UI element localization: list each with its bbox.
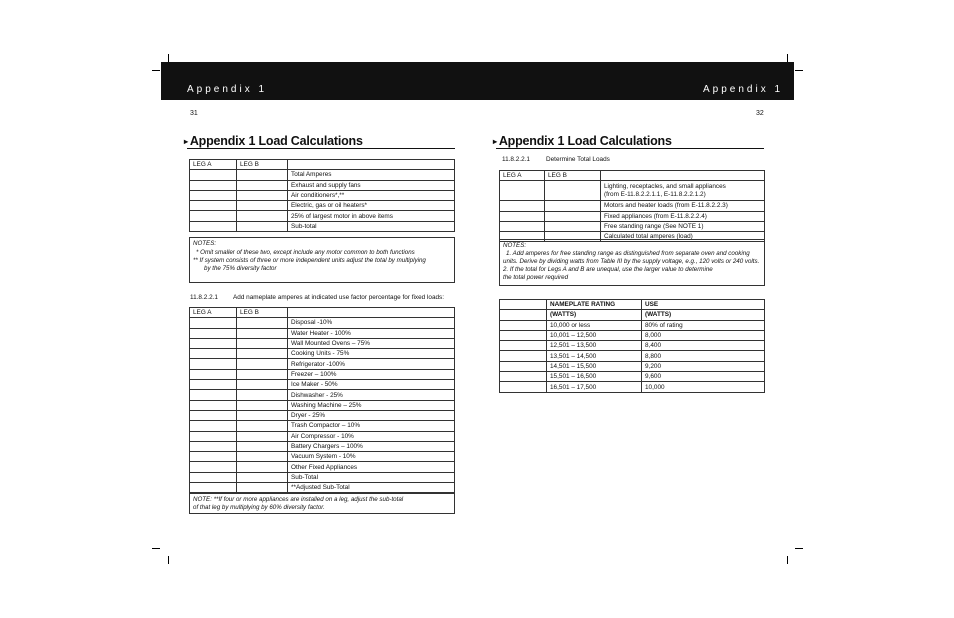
row-label: Disposal -10%	[288, 318, 455, 328]
table-row	[190, 472, 455, 482]
note-line: the total power required	[503, 274, 569, 281]
page-title-text: Appendix 1 Load Calculations	[189, 134, 363, 148]
rating-cell: 10,001 – 12,500	[547, 330, 642, 340]
blank-cell	[500, 341, 547, 351]
col-header-leg-a: LEG A	[500, 171, 545, 181]
leg-b-cell[interactable]	[545, 201, 601, 211]
col-header-item	[601, 171, 765, 181]
leg-a-cell[interactable]	[190, 483, 237, 493]
rating-cell: 12,501 – 13,500	[547, 341, 642, 351]
leg-b-cell[interactable]	[237, 421, 288, 431]
leg-b-cell[interactable]	[237, 328, 288, 338]
row-label: Water Heater - 100%	[288, 328, 455, 338]
left-load-table	[189, 159, 455, 232]
note-line: 1. Add amperes for free standing range as distinguished from separate oven and cooking	[506, 250, 750, 257]
row-label: Air Compressor - 10%	[288, 431, 455, 441]
leg-b-cell[interactable]	[237, 452, 288, 462]
leg-a-cell[interactable]	[190, 431, 237, 441]
leg-a-cell[interactable]	[500, 221, 545, 231]
leg-b-cell[interactable]	[545, 211, 601, 221]
blank-cell	[500, 382, 547, 392]
crop-mark	[795, 70, 803, 71]
use-cell: 8,000	[642, 330, 765, 340]
row-label: **Adjusted Sub-Total	[288, 483, 455, 493]
crop-mark	[795, 548, 803, 549]
row-label: Washing Machine – 25%	[288, 400, 455, 410]
use-cell: 80% of rating	[642, 320, 765, 330]
note-line: ** If system consists of three or more independent units adjust the total by multiplying	[193, 257, 426, 264]
table-row	[500, 330, 765, 340]
table-row	[500, 201, 765, 211]
row-label: Trash Compactor – 10%	[288, 421, 455, 431]
table-row	[190, 221, 455, 231]
leg-b-cell[interactable]	[237, 483, 288, 493]
leg-a-cell[interactable]	[190, 338, 237, 348]
title-rule	[187, 148, 455, 149]
table-row	[190, 380, 455, 390]
leg-a-cell[interactable]	[500, 201, 545, 211]
table-row	[190, 431, 455, 441]
table-row	[190, 170, 455, 180]
rating-cell: 14,501 – 15,500	[547, 361, 642, 371]
crop-mark	[787, 54, 788, 62]
crop-mark	[168, 54, 169, 62]
blank-cell	[500, 320, 547, 330]
crop-mark	[168, 556, 169, 564]
blank-cell	[500, 372, 547, 382]
title-rule	[496, 148, 764, 149]
crop-mark	[787, 556, 788, 564]
page-title-text: Appendix 1 Load Calculations	[498, 134, 672, 148]
use-cell: 10,000	[642, 382, 765, 392]
notes-heading: NOTES:	[193, 240, 217, 247]
table-row	[190, 441, 455, 451]
leg-a-cell[interactable]	[190, 441, 237, 451]
col-header-leg-a: LEG A	[190, 308, 237, 318]
leg-b-cell[interactable]	[237, 441, 288, 451]
leg-b-cell[interactable]	[237, 380, 288, 390]
row-label: Exhaust and supply fans	[288, 180, 455, 190]
leg-a-cell[interactable]	[190, 369, 237, 379]
col-header-item	[288, 308, 455, 318]
row-label-line: Lighting, receptacles, and small appliances	[604, 182, 726, 190]
table-row	[190, 421, 455, 431]
table-row	[190, 369, 455, 379]
leg-b-cell[interactable]	[237, 190, 288, 200]
table-row	[190, 338, 455, 348]
leg-b-cell[interactable]	[237, 410, 288, 420]
use-cell: 8,800	[642, 351, 765, 361]
table-row	[190, 318, 455, 328]
table-row	[190, 483, 455, 493]
leg-a-cell[interactable]	[190, 221, 237, 231]
use-cell: 8,400	[642, 341, 765, 351]
row-label: Air conditioners*,**	[288, 190, 455, 200]
note-line: NOTE: **If four or more appliances are installed on a leg, adjust the sub-total	[193, 496, 404, 503]
diversity-note-box	[189, 493, 455, 514]
leg-b-cell[interactable]	[237, 170, 288, 180]
nameplate-rating-table	[499, 299, 765, 393]
notes-box	[189, 237, 455, 283]
table-row	[500, 341, 765, 351]
note-line: by the 75% diversity factor	[204, 265, 277, 272]
table-row	[500, 320, 765, 330]
row-label: Motors and heater loads (from E-11.8.2.2.3)	[601, 201, 765, 211]
crop-mark	[152, 70, 160, 71]
table-row	[190, 400, 455, 410]
notes-heading: NOTES:	[503, 242, 527, 249]
leg-b-cell[interactable]	[237, 180, 288, 190]
col-header-leg-b: LEG B	[237, 308, 288, 318]
leg-b-cell[interactable]	[545, 221, 601, 231]
table-row	[500, 211, 765, 221]
leg-a-cell[interactable]	[190, 359, 237, 369]
rating-cell: 10,000 or less	[547, 320, 642, 330]
leg-a-cell[interactable]	[190, 410, 237, 420]
header-left-label: Appendix 1	[187, 84, 268, 95]
blank-cell	[500, 300, 547, 310]
row-label-line: (from E-11.8.2.2.1.1, E-11.8.2.2.1.2)	[604, 190, 706, 198]
page-title-right	[493, 134, 672, 148]
leg-a-cell[interactable]	[190, 452, 237, 462]
leg-a-cell[interactable]	[190, 211, 237, 221]
table-row	[190, 410, 455, 420]
table-row	[190, 462, 455, 472]
table-row	[500, 351, 765, 361]
row-label: Dishwasher - 25%	[288, 390, 455, 400]
blank-cell	[500, 310, 547, 320]
header-right-label: Appendix 1	[703, 84, 784, 95]
row-label: Free standing range (See NOTE 1)	[601, 221, 765, 231]
row-label: Sub-total	[288, 221, 455, 231]
row-label: Sub-Total	[288, 472, 455, 482]
row-label: Cooking Units - 75%	[288, 349, 455, 359]
row-label: Refrigerator -100%	[288, 359, 455, 369]
leg-b-cell[interactable]	[545, 181, 601, 201]
blank-cell	[500, 361, 547, 371]
leg-a-cell[interactable]	[190, 318, 237, 328]
table-row	[190, 349, 455, 359]
col-header-leg-b: LEG B	[545, 171, 601, 181]
col-header-nameplate: NAMEPLATE RATING	[547, 300, 642, 310]
col-header-item	[288, 160, 455, 170]
leg-a-cell[interactable]	[190, 349, 237, 359]
section-number: 11.8.2.2.1	[502, 156, 530, 163]
use-cell: 9,600	[642, 372, 765, 382]
row-label: Fixed appliances (from E-11.8.2.2.4)	[601, 211, 765, 221]
table-row	[500, 181, 765, 201]
note-line: of that leg by multiplying by 60% diversity factor.	[193, 504, 325, 511]
leg-a-cell[interactable]	[190, 462, 237, 472]
rating-cell: 13,501 – 14,500	[547, 351, 642, 361]
leg-a-cell[interactable]	[190, 180, 237, 190]
col-subheader-watts: (WATTS)	[547, 310, 642, 320]
section-number: 11.8.2.2.1	[190, 294, 218, 301]
row-label: Freezer – 100%	[288, 369, 455, 379]
blank-cell	[500, 330, 547, 340]
rating-cell: 15,501 – 16,500	[547, 372, 642, 382]
section-text: Determine Total Loads	[546, 156, 610, 163]
leg-b-cell[interactable]	[237, 472, 288, 482]
leg-a-cell[interactable]	[190, 472, 237, 482]
leg-b-cell[interactable]	[237, 390, 288, 400]
total-loads-table	[499, 170, 765, 242]
leg-b-cell[interactable]	[237, 400, 288, 410]
table-row	[500, 382, 765, 392]
col-header-leg-b: LEG B	[237, 160, 288, 170]
leg-b-cell[interactable]	[237, 318, 288, 328]
leg-a-cell[interactable]	[190, 380, 237, 390]
row-label: Wall Mounted Ovens – 75%	[288, 338, 455, 348]
leg-b-cell[interactable]	[237, 369, 288, 379]
row-label: Total Amperes	[288, 170, 455, 180]
leg-a-cell[interactable]	[500, 211, 545, 221]
leg-a-cell[interactable]	[190, 400, 237, 410]
table-row	[190, 211, 455, 221]
row-label: Ice Maker - 50%	[288, 380, 455, 390]
section-text: Add nameplate amperes at indicated use factor percentage for fixed loads:	[233, 294, 445, 301]
row-label: Dryer - 25%	[288, 410, 455, 420]
triangle-bullet-icon: ▸	[184, 137, 188, 146]
leg-b-cell[interactable]	[237, 338, 288, 348]
note-line: units. Derive by dividing watts from Table III by the supply voltage, e.g., 120 volts or 240 volts.	[503, 258, 760, 265]
notes-box	[499, 239, 765, 286]
leg-a-cell[interactable]	[190, 390, 237, 400]
rating-cell: 16,501 – 17,500	[547, 382, 642, 392]
leg-a-cell[interactable]	[190, 170, 237, 180]
page-number-left: 31	[190, 110, 198, 117]
leg-b-cell[interactable]	[237, 431, 288, 441]
row-label: 25% of largest motor in above items	[288, 211, 455, 221]
leg-b-cell[interactable]	[237, 359, 288, 369]
table-row	[500, 221, 765, 231]
note-line: * Omit smaller of these two, except include any motor common to both functions	[196, 249, 415, 256]
leg-a-cell[interactable]	[190, 421, 237, 431]
crop-mark	[152, 548, 160, 549]
table-row	[500, 372, 765, 382]
row-label: Calculated total amperes (load)	[601, 232, 765, 242]
leg-a-cell[interactable]	[190, 190, 237, 200]
col-subheader-watts: (WATTS)	[642, 310, 765, 320]
table-row	[500, 361, 765, 371]
row-label	[601, 181, 765, 201]
table-row	[190, 390, 455, 400]
leg-a-cell[interactable]	[190, 328, 237, 338]
row-label: Electric, gas or oil heaters*	[288, 201, 455, 211]
leg-b-cell[interactable]	[237, 462, 288, 472]
table-row	[190, 190, 455, 200]
triangle-bullet-icon: ▸	[493, 137, 497, 146]
leg-a-cell[interactable]	[190, 201, 237, 211]
leg-b-cell[interactable]	[237, 211, 288, 221]
col-header-leg-a: LEG A	[190, 160, 237, 170]
table-row	[190, 359, 455, 369]
table-row	[190, 452, 455, 462]
row-label: Other Fixed Appliances	[288, 462, 455, 472]
row-label: Battery Chargers – 100%	[288, 441, 455, 451]
note-line: 2. If the total for Legs A and B are unequal, use the larger value to determine	[503, 266, 713, 273]
leg-b-cell[interactable]	[237, 201, 288, 211]
table-row	[190, 201, 455, 211]
col-header-use: USE	[642, 300, 765, 310]
leg-b-cell[interactable]	[237, 349, 288, 359]
table-row	[190, 180, 455, 190]
table-row	[190, 328, 455, 338]
use-cell: 9,200	[642, 361, 765, 371]
page-title-left	[184, 134, 363, 148]
page-number-right: 32	[756, 110, 764, 117]
leg-b-cell[interactable]	[237, 221, 288, 231]
blank-cell	[500, 351, 547, 361]
leg-a-cell[interactable]	[500, 181, 545, 201]
fixed-loads-table	[189, 307, 455, 493]
row-label: Vacuum System - 10%	[288, 452, 455, 462]
